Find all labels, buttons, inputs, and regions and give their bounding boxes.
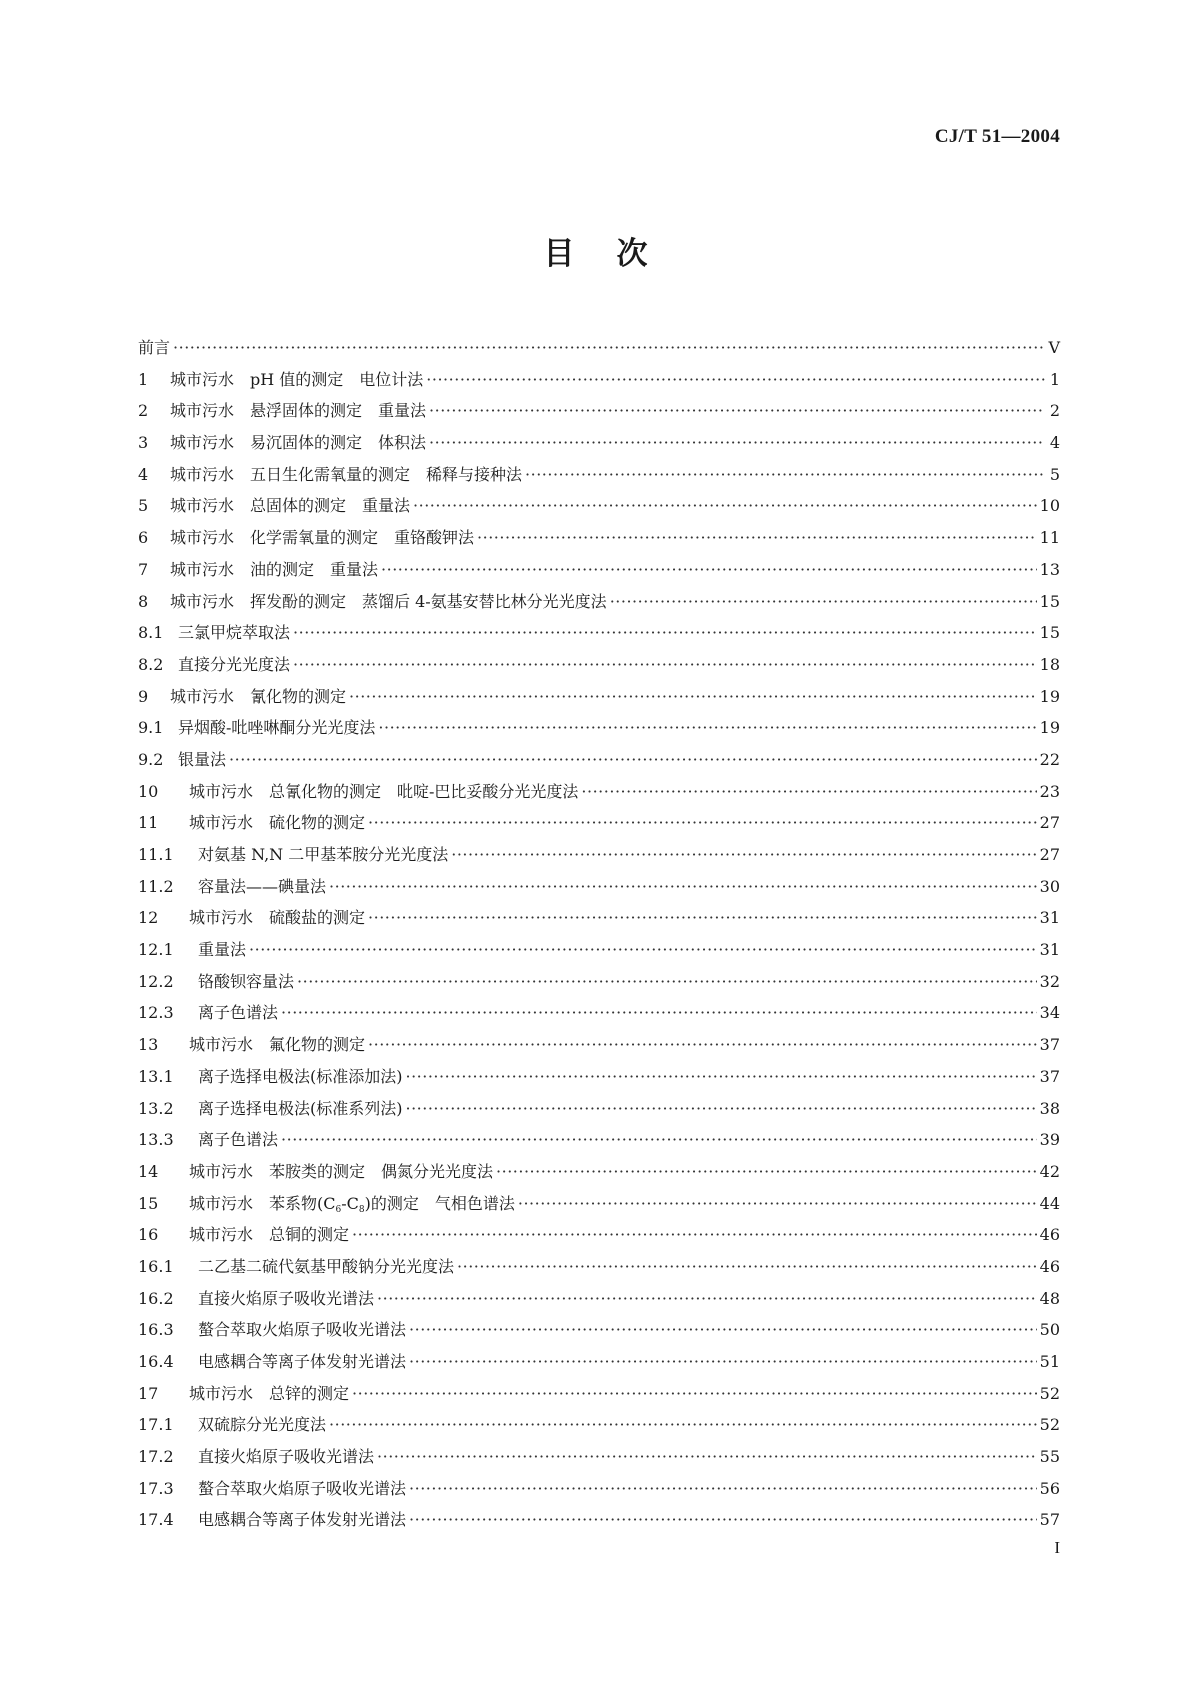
toc-number: 17.2 — [138, 1447, 174, 1467]
toc-page: 48 — [1039, 1288, 1060, 1308]
toc-page: 4 — [1049, 433, 1060, 453]
toc-page: 34 — [1039, 1003, 1060, 1023]
toc-page: 11 — [1039, 528, 1060, 548]
toc-number: 8.1 — [138, 623, 164, 643]
dot-leader — [477, 522, 1037, 554]
toc-page: 52 — [1039, 1383, 1060, 1403]
toc-entry-preface[interactable] — [138, 332, 1060, 364]
dot-leader — [457, 1251, 1037, 1283]
toc-entry[interactable] — [138, 1378, 1060, 1410]
toc-label: 离子选择电极法(标准添加法) — [198, 1066, 403, 1086]
toc-label: 银量法 — [178, 749, 227, 769]
toc-page: 37 — [1039, 1066, 1060, 1086]
dot-leader — [610, 586, 1037, 618]
toc-entry[interactable] — [138, 871, 1060, 903]
subscript: 6 — [335, 1204, 342, 1215]
toc-entry[interactable] — [138, 586, 1060, 618]
toc-entry[interactable] — [138, 649, 1060, 681]
toc-entry[interactable] — [138, 712, 1060, 744]
toc-number: 11.1 — [138, 845, 174, 864]
dot-leader — [293, 617, 1037, 649]
toc-entry[interactable] — [138, 395, 1060, 427]
dot-leader — [581, 776, 1036, 808]
subscript: 8 — [358, 1204, 365, 1215]
toc-label: 城市污水 总氰化物的测定 吡啶-巴比妥酸分光光度法 — [189, 781, 579, 801]
toc-page: 51 — [1039, 1352, 1060, 1371]
dot-leader — [249, 934, 1037, 966]
toc-page: 1 — [1049, 369, 1060, 389]
toc-number: 16 — [138, 1225, 159, 1245]
toc-entry[interactable] — [138, 681, 1060, 713]
toc-page: 39 — [1039, 1130, 1060, 1150]
dot-leader — [377, 1441, 1037, 1473]
toc-number: 2 — [138, 401, 149, 421]
toc-label: 容量法——碘量法 — [198, 876, 327, 896]
dot-leader — [281, 1124, 1037, 1156]
toc-page: 22 — [1039, 749, 1060, 769]
toc-number: 14 — [138, 1161, 159, 1181]
toc-label: 离子色谱法 — [198, 1130, 279, 1150]
toc-page: 13 — [1039, 559, 1060, 579]
toc-label-part: 城市污水 苯系物(C — [189, 1193, 336, 1213]
dot-leader — [352, 1219, 1037, 1251]
toc-entry[interactable] — [138, 776, 1060, 808]
toc-entry[interactable] — [138, 934, 1060, 966]
toc-number: 17.1 — [138, 1415, 174, 1435]
toc-label-part: -C — [341, 1193, 359, 1213]
toc-number: 13 — [138, 1035, 159, 1055]
toc-entry[interactable] — [138, 966, 1060, 998]
dot-leader — [496, 1156, 1037, 1188]
toc-number: 13.3 — [138, 1130, 174, 1150]
toc-number: 8 — [138, 591, 149, 611]
toc-entry[interactable] — [138, 1504, 1060, 1536]
dot-leader — [406, 1093, 1037, 1125]
toc-entry[interactable] — [138, 1473, 1060, 1505]
dot-leader — [406, 1061, 1037, 1093]
toc-page: 19 — [1039, 718, 1060, 738]
toc-label: 螯合萃取火焰原子吸收光谱法 — [198, 1478, 407, 1498]
toc-page: 18 — [1039, 654, 1060, 674]
toc-label: 城市污水 化学需氧量的测定 重铬酸钾法 — [170, 528, 475, 548]
toc-label: 离子色谱法 — [198, 1003, 279, 1023]
toc-label: 城市污水 氰化物的测定 — [170, 686, 347, 706]
toc-label: 异烟酸-吡唑啉酮分光光度法 — [178, 718, 376, 738]
toc-number: 4 — [138, 464, 149, 484]
toc-entry[interactable] — [138, 427, 1060, 459]
toc-page: 57 — [1039, 1510, 1060, 1530]
toc-entry[interactable] — [138, 522, 1060, 554]
toc-entry[interactable] — [138, 1346, 1060, 1378]
toc-page: 27 — [1039, 813, 1060, 833]
toc-label: 城市污水 苯胺类的测定 偶氮分光光度法 — [189, 1161, 494, 1181]
toc-entry[interactable] — [138, 1219, 1060, 1251]
toc-number: 12.3 — [138, 1003, 174, 1023]
toc-label: 三氯甲烷萃取法 — [178, 623, 291, 643]
toc-number: 7 — [138, 559, 149, 579]
dot-leader — [451, 839, 1036, 871]
dot-leader — [429, 427, 1045, 459]
toc-entry[interactable] — [138, 1061, 1060, 1093]
toc-label: 离子选择电极法(标准系列法) — [198, 1098, 403, 1118]
toc-label: 直接分光光度法 — [178, 654, 291, 674]
toc-page: 15 — [1039, 591, 1060, 611]
toc-number: 15 — [138, 1193, 159, 1213]
toc-label: 前言 — [138, 338, 171, 357]
toc-label: 铬酸钡容量法 — [198, 971, 295, 991]
toc-number: 17.3 — [138, 1478, 174, 1498]
toc-number: 13.1 — [138, 1066, 174, 1086]
toc-number: 9 — [138, 686, 149, 706]
dot-leader — [368, 902, 1037, 934]
toc-number: 16.3 — [138, 1320, 174, 1340]
dot-leader — [429, 395, 1045, 427]
toc-label: 城市污水 挥发酚的测定 蒸馏后 4-氨基安替比林分光光度法 — [170, 591, 607, 611]
toc-label: 电感耦合等离子体发射光谱法 — [198, 1352, 407, 1371]
toc-label-part: )的测定 气相色谱法 — [364, 1193, 515, 1213]
dot-leader — [377, 1283, 1037, 1315]
toc-label: 城市污水 总固体的测定 重量法 — [170, 496, 411, 516]
toc-number: 9.1 — [138, 718, 164, 738]
toc-entry[interactable] — [138, 1251, 1060, 1283]
toc-label: 城市污水 悬浮固体的测定 重量法 — [170, 401, 427, 421]
toc-entry[interactable] — [138, 1029, 1060, 1061]
dot-leader — [378, 712, 1036, 744]
dot-leader — [381, 554, 1037, 586]
toc-label: 二乙基二硫代氨基甲酸钠分光光度法 — [198, 1256, 455, 1276]
toc-label: 直接火焰原子吸收光谱法 — [198, 1288, 375, 1308]
toc-entry[interactable] — [138, 1314, 1060, 1346]
toc-page: 27 — [1039, 845, 1060, 864]
toc-label: 城市污水 pH 值的测定 电位计法 — [170, 369, 424, 389]
toc-number: 12.1 — [138, 940, 174, 960]
toc-label: 城市污水 油的测定 重量法 — [170, 559, 379, 579]
toc-number: 5 — [138, 496, 149, 516]
toc-label: 城市污水 硫化物的测定 — [189, 813, 366, 833]
toc-entry[interactable] — [138, 459, 1060, 491]
toc-label: 直接火焰原子吸收光谱法 — [198, 1447, 375, 1467]
dot-leader — [229, 744, 1037, 776]
toc-number: 16.2 — [138, 1288, 174, 1308]
toc-number: 11 — [138, 813, 159, 833]
toc-entry[interactable] — [138, 490, 1060, 522]
standard-code: CJ/T 51—2004 — [934, 126, 1060, 147]
toc-number: 12 — [138, 908, 159, 928]
toc-label: 城市污水 硫酸盐的测定 — [189, 908, 366, 928]
toc-number: 11.2 — [138, 876, 174, 896]
toc-entry[interactable] — [138, 807, 1060, 839]
toc-number: 12.2 — [138, 971, 174, 991]
dot-leader — [409, 1314, 1037, 1346]
toc-page: 2 — [1049, 401, 1060, 421]
toc-number: 17.4 — [138, 1510, 174, 1530]
toc-entry[interactable] — [138, 1093, 1060, 1125]
toc-page: 23 — [1039, 781, 1060, 801]
toc-number: 8.2 — [138, 654, 164, 674]
toc-page: 19 — [1039, 686, 1060, 706]
toc-page: 5 — [1049, 464, 1060, 484]
toc-page: 42 — [1039, 1161, 1060, 1181]
dot-leader — [518, 1188, 1037, 1220]
toc-entry[interactable] — [138, 1283, 1060, 1315]
dot-leader — [297, 966, 1037, 998]
dot-leader — [349, 681, 1037, 713]
toc-page: 46 — [1039, 1225, 1060, 1245]
toc-entry[interactable] — [138, 839, 1060, 871]
toc-number: 16.4 — [138, 1352, 174, 1371]
toc-page: 15 — [1039, 623, 1060, 643]
toc-page: 30 — [1039, 876, 1060, 896]
toc-page: 46 — [1039, 1256, 1060, 1276]
toc-page: 31 — [1039, 940, 1060, 960]
toc-page: 44 — [1039, 1193, 1060, 1213]
toc-number: 1 — [138, 369, 149, 389]
dot-leader — [409, 1346, 1037, 1378]
toc-label: 城市污水 五日生化需氧量的测定 稀释与接种法 — [170, 464, 523, 484]
toc-number: 9.2 — [138, 749, 164, 769]
page-folio: I — [1054, 1538, 1060, 1557]
toc-number: 16.1 — [138, 1256, 174, 1276]
toc-page: 38 — [1039, 1098, 1060, 1118]
toc-page: 32 — [1039, 971, 1060, 991]
toc-number: 6 — [138, 528, 149, 548]
toc-page: 31 — [1039, 908, 1060, 928]
dot-leader — [426, 364, 1045, 396]
toc-page: V — [1048, 338, 1060, 357]
toc-page: 37 — [1039, 1035, 1060, 1055]
dot-leader — [413, 490, 1037, 522]
toc-page: 52 — [1039, 1415, 1060, 1435]
toc-entry[interactable] — [138, 1124, 1060, 1156]
dot-leader — [293, 649, 1037, 681]
toc-entry[interactable] — [138, 1409, 1060, 1441]
dot-leader — [368, 1029, 1037, 1061]
dot-leader — [525, 459, 1045, 491]
dot-leader — [329, 1409, 1037, 1441]
dot-leader — [409, 1473, 1037, 1505]
toc-label: 城市污水 易沉固体的测定 体积法 — [170, 433, 427, 453]
dot-leader — [352, 1378, 1037, 1410]
toc-page: 50 — [1039, 1320, 1060, 1340]
toc-label: 对氨基 N,N 二甲基苯胺分光光度法 — [198, 845, 449, 864]
toc-entry[interactable] — [138, 1188, 1060, 1220]
dot-leader — [409, 1504, 1037, 1536]
toc-entry[interactable] — [138, 1156, 1060, 1188]
toc-entry[interactable] — [138, 554, 1060, 586]
dot-leader — [329, 871, 1037, 903]
toc-number: 3 — [138, 433, 149, 453]
toc-entry[interactable] — [138, 902, 1060, 934]
dot-leader — [368, 807, 1037, 839]
toc-entry[interactable] — [138, 744, 1060, 776]
toc-page: 10 — [1039, 496, 1060, 516]
toc-label: 电感耦合等离子体发射光谱法 — [198, 1510, 407, 1530]
toc-number: 17 — [138, 1383, 159, 1403]
toc-entry[interactable] — [138, 364, 1060, 396]
toc-label: 双硫腙分光光度法 — [198, 1415, 327, 1435]
toc-page: 55 — [1039, 1447, 1060, 1467]
toc-label: 城市污水 总锌的测定 — [189, 1383, 350, 1403]
toc-entry[interactable] — [138, 617, 1060, 649]
toc-entry[interactable] — [138, 1441, 1060, 1473]
toc-entry[interactable] — [138, 997, 1060, 1029]
page-title: 目次 — [543, 236, 690, 272]
dot-leader — [173, 332, 1045, 364]
table-of-contents — [138, 332, 1060, 1536]
toc-label: 螯合萃取火焰原子吸收光谱法 — [198, 1320, 407, 1340]
toc-number: 13.2 — [138, 1098, 174, 1118]
toc-number: 10 — [138, 781, 159, 801]
dot-leader — [281, 997, 1037, 1029]
toc-page: 56 — [1039, 1478, 1060, 1498]
toc-label: 城市污水 氟化物的测定 — [189, 1035, 366, 1055]
toc-label: 重量法 — [198, 940, 247, 960]
toc-label: 城市污水 总铜的测定 — [189, 1225, 350, 1245]
